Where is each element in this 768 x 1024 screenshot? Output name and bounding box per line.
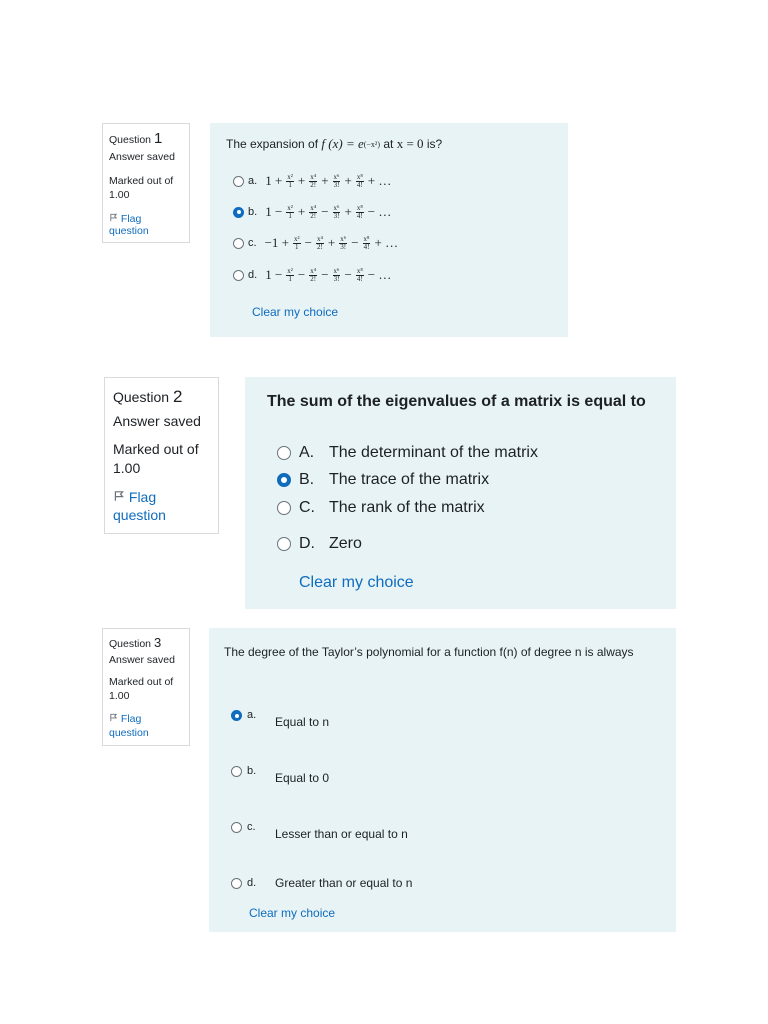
option-b[interactable]: B. The trace of the matrix <box>277 471 489 489</box>
fraction-term: $\frac{\text{x⁴}}{2!}$ <box>310 203 317 220</box>
fraction-term: $\frac{\text{x⁶}}{3!}$ <box>333 203 340 220</box>
radio-a[interactable] <box>233 176 244 187</box>
question-mark: 1.00 <box>109 690 130 702</box>
question-text: The degree of the Taylor’s polynomial for a function f(n) of degree n is always <box>224 645 634 659</box>
question-text: The sum of the eigenvalues of a matrix is equal to <box>267 393 646 410</box>
question-info-1 <box>102 123 190 243</box>
radio-d[interactable] <box>277 537 291 551</box>
question-state: Answer saved <box>109 151 175 163</box>
fraction-term: $\frac{\text{x⁸}}{4!}$ <box>356 203 363 220</box>
fraction-term: $\frac{\text{x⁶}}{3!}$ <box>340 234 347 251</box>
question-text: The expansion of f (x) = e (−x²) at x = 0 is? <box>226 136 443 151</box>
flag-icon <box>109 213 118 222</box>
flag-question-button[interactable]: Flag question <box>109 713 149 739</box>
radio-c[interactable] <box>277 501 291 515</box>
question-content-3 <box>209 628 676 932</box>
question-number: Question 2 <box>113 387 183 406</box>
flag-question-button[interactable]: Flag question <box>109 213 149 237</box>
radio-a[interactable] <box>277 446 291 460</box>
option-b[interactable]: b. Equal to 0 <box>231 765 329 785</box>
question-mark: 1.00 <box>109 189 130 201</box>
marked-out-label: Marked out of <box>109 676 174 688</box>
flag-icon <box>113 490 125 502</box>
marked-out-label: Marked out of <box>113 441 199 457</box>
question-content-1 <box>210 123 568 337</box>
option-c[interactable]: C. The rank of the matrix <box>277 499 485 517</box>
radio-c[interactable] <box>231 822 242 833</box>
option-a[interactable]: a. Equal to n <box>231 709 329 729</box>
clear-choice-link[interactable]: Clear my choice <box>252 305 339 319</box>
flag-question-button[interactable]: Flag question <box>113 489 166 523</box>
option-a[interactable]: A. The determinant of the matrix <box>277 444 538 462</box>
question-state: Answer saved <box>109 654 175 666</box>
option-a[interactable]: a. 1 + $\frac{\text{x²}}{1}$ + $\frac{\text{x⁴}}{2!}$ + $\frac{\text{x⁶}}{3!}$ + $\frac{\text{x⁸}}{4!}$ + … <box>233 173 393 189</box>
marked-out-label: Marked out of <box>109 175 174 187</box>
fraction-term: $\frac{\text{x⁸}}{4!}$ <box>363 234 370 251</box>
fraction-term: $\frac{\text{x⁴}}{2!}$ <box>310 172 317 189</box>
question-mark: 1.00 <box>113 460 141 476</box>
option-d[interactable]: d. Greater than or equal to n <box>231 876 412 890</box>
fraction-term: $\frac{\text{x⁴}}{2!}$ <box>310 266 317 283</box>
question-number: Question 1 <box>109 130 163 147</box>
radio-b[interactable] <box>233 207 244 218</box>
radio-b[interactable] <box>231 766 242 777</box>
radio-a[interactable] <box>231 710 242 721</box>
option-formula: −1 + $\frac{\text{x²}}{1}$ − $\frac{\text{x⁴}}{2!}$ + $\frac{\text{x⁶}}{3!}$ − $\frac{\text{x⁸}}{4!}$ + … <box>264 234 399 251</box>
clear-choice-link[interactable]: Clear my choice <box>299 574 414 591</box>
option-d[interactable]: d. 1 − $\frac{\text{x²}}{1}$ − $\frac{\text{x⁴}}{2!}$ − $\frac{\text{x⁶}}{3!}$ − $\frac{\text{x⁸}}{4!}$ − … <box>233 267 393 283</box>
option-formula: 1 − $\frac{\text{x²}}{1}$ − $\frac{\text{x⁴}}{2!}$ − $\frac{\text{x⁶}}{3!}$ − $\frac{\text{x⁸}}{4!}$ − … <box>265 266 392 283</box>
option-c[interactable]: c. Lesser than or equal to n <box>231 821 408 841</box>
clear-choice-link[interactable]: Clear my choice <box>249 906 336 920</box>
radio-d[interactable] <box>231 878 242 889</box>
fraction-term: $\frac{\text{x⁸}}{4!}$ <box>356 172 363 189</box>
option-b[interactable]: b. 1 − $\frac{\text{x²}}{1}$ + $\frac{\text{x⁴}}{2!}$ − $\frac{\text{x⁶}}{3!}$ + $\frac{\text{x⁸}}{4!}$ − … <box>233 204 393 220</box>
option-formula: 1 + $\frac{\text{x²}}{1}$ + $\frac{\text{x⁴}}{2!}$ + $\frac{\text{x⁶}}{3!}$ + $\frac{\text{x⁸}}{4!}$ + … <box>265 172 392 189</box>
question-content-2 <box>245 377 676 609</box>
fraction-term: $\frac{\text{x⁶}}{3!}$ <box>333 266 340 283</box>
question-info-3 <box>102 628 190 746</box>
fraction-term: $\frac{\text{x⁴}}{2!}$ <box>316 234 323 251</box>
fraction-term: $\frac{\text{x²}}{1}$ <box>293 234 300 251</box>
radio-c[interactable] <box>233 238 244 249</box>
fraction-term: $\frac{\text{x²}}{1}$ <box>287 203 293 220</box>
option-d[interactable]: D. Zero <box>277 535 362 553</box>
fraction-term: $\frac{\text{x²}}{1}$ <box>287 266 293 283</box>
flag-icon <box>109 713 118 722</box>
radio-d[interactable] <box>233 270 244 281</box>
radio-b[interactable] <box>277 473 291 487</box>
fraction-term: $\frac{\text{x²}}{1}$ <box>287 172 293 189</box>
option-formula: 1 − $\frac{\text{x²}}{1}$ + $\frac{\text{x⁴}}{2!}$ − $\frac{\text{x⁶}}{3!}$ + $\frac{\text{x⁸}}{4!}$ − … <box>265 203 392 220</box>
fraction-term: $\frac{\text{x⁸}}{4!}$ <box>356 266 363 283</box>
question-state: Answer saved <box>113 413 201 429</box>
option-c[interactable]: c. −1 + $\frac{\text{x²}}{1}$ − $\frac{\text{x⁴}}{2!}$ + $\frac{\text{x⁶}}{3!}$ − $\frac{\text{x⁸}}{4!}$ + … <box>233 235 400 251</box>
fraction-term: $\frac{\text{x⁶}}{3!}$ <box>333 172 340 189</box>
question-number: Question 3 <box>109 635 162 650</box>
question-info-2 <box>104 377 219 534</box>
